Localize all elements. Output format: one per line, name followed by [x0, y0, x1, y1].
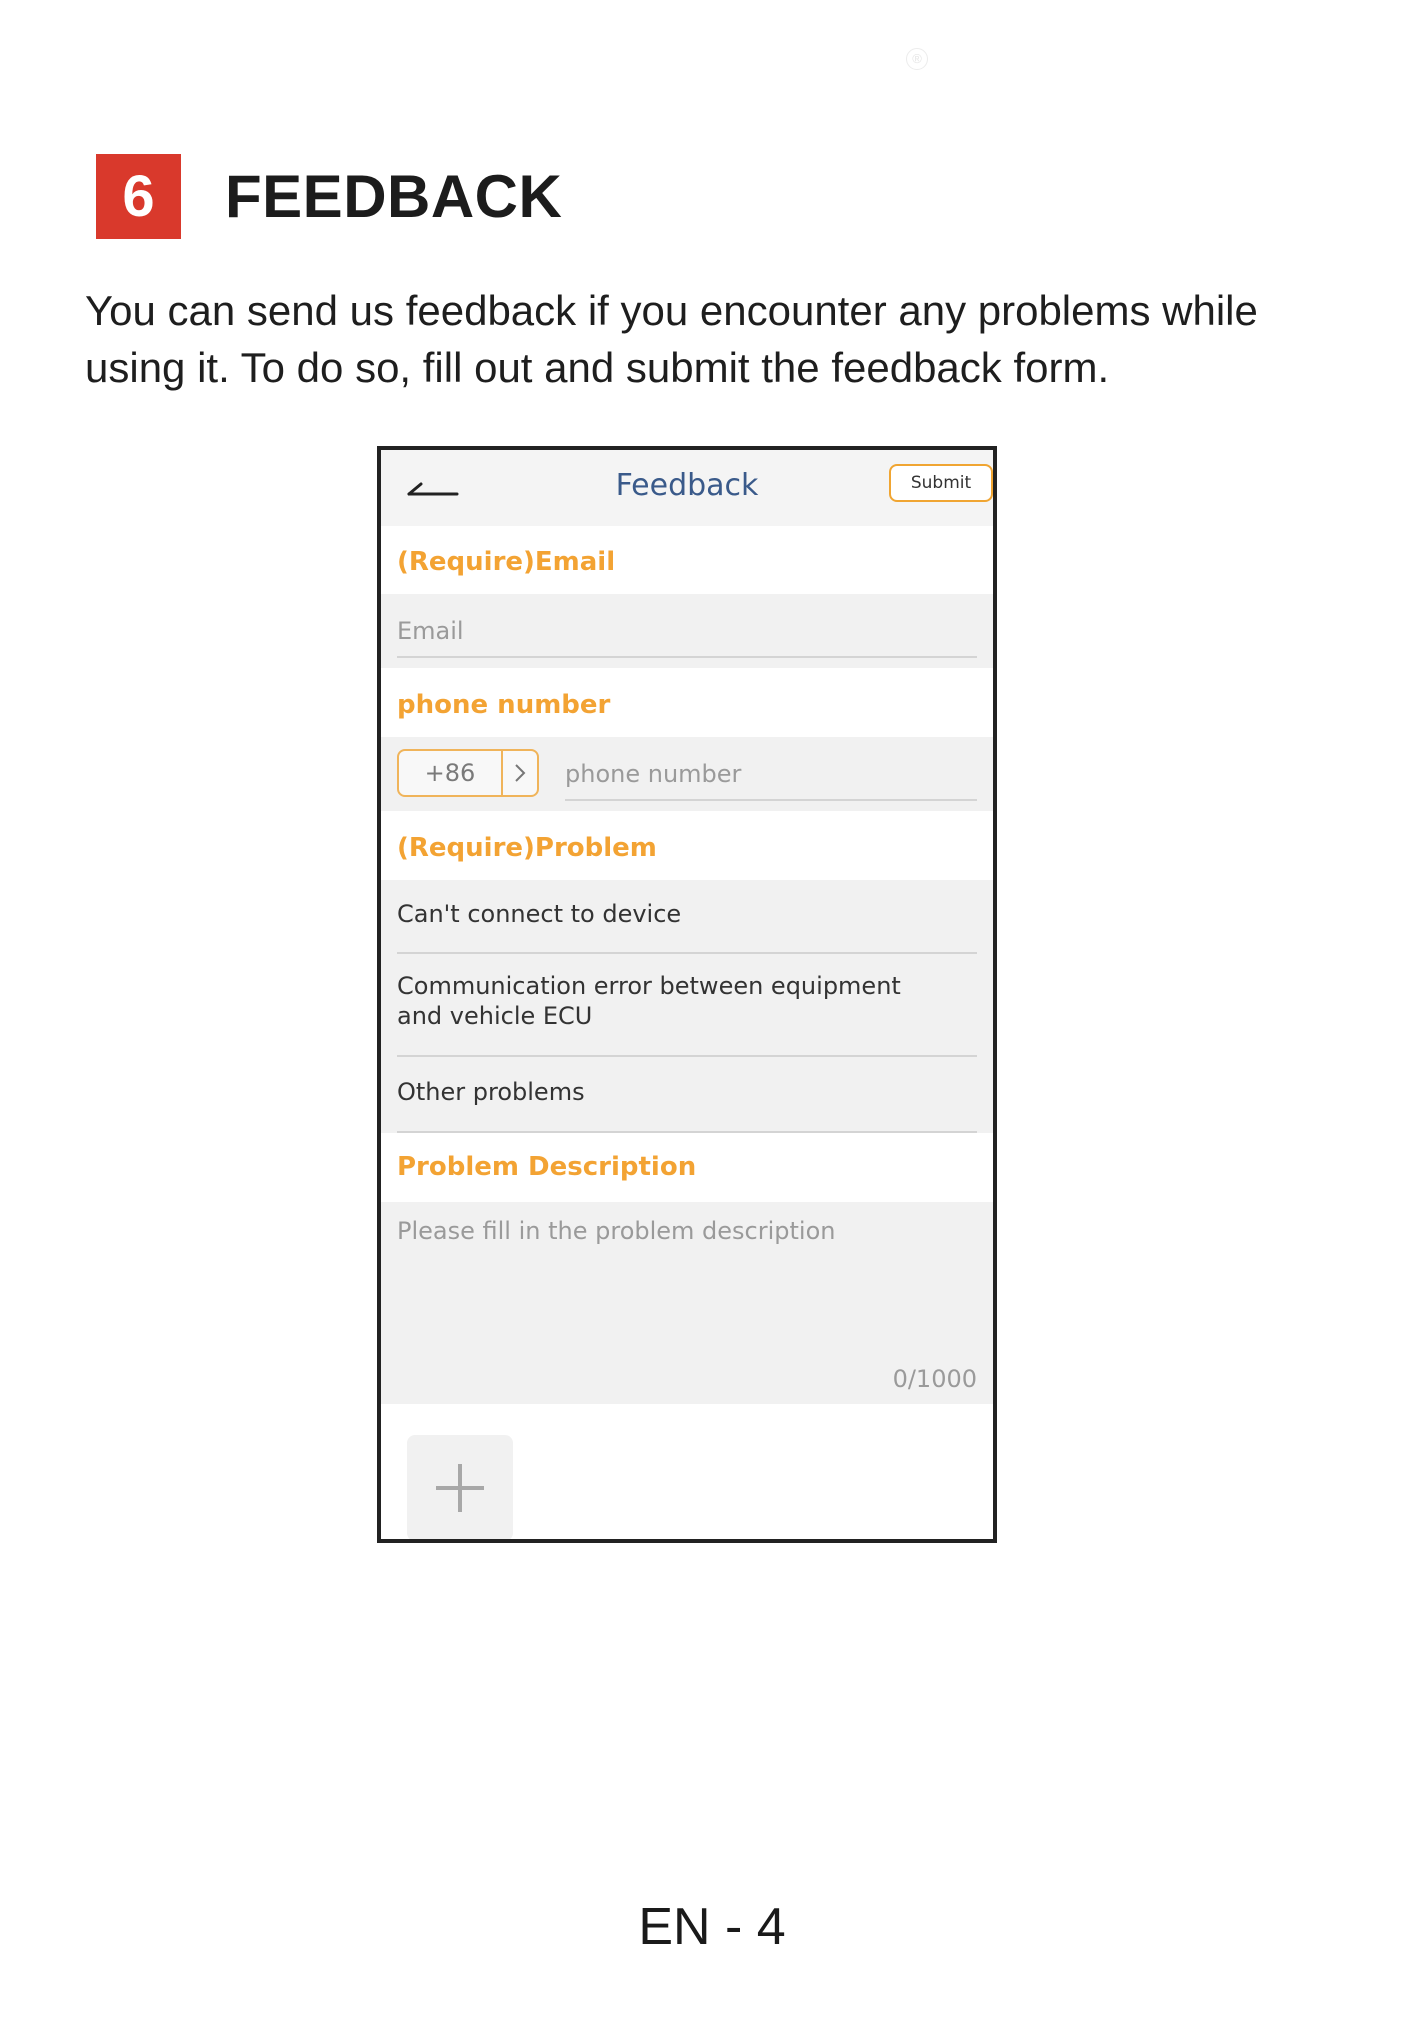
plus-icon	[432, 1460, 488, 1516]
phone-label: phone number	[397, 690, 611, 720]
character-counter: 0/1000	[892, 1365, 977, 1393]
problem-options-list	[381, 880, 993, 1133]
description-textarea[interactable]	[381, 1202, 993, 1404]
description-label: Problem Description	[397, 1152, 697, 1182]
app-title: Feedback	[615, 468, 759, 503]
problem-option[interactable]: Communication error between equipment and vehicle ECU	[397, 972, 901, 1030]
email-underline	[397, 656, 977, 658]
country-code-value: +86	[424, 759, 476, 787]
email-field[interactable]	[381, 594, 993, 668]
registered-trademark-mark: ®	[906, 48, 928, 70]
page-number: EN - 4	[638, 1898, 786, 1956]
section-number-badge: 6	[96, 154, 181, 239]
description-placeholder: Please fill in the problem description	[397, 1217, 836, 1245]
phone-number-input[interactable]: phone number	[565, 760, 742, 788]
chevron-right-icon	[503, 762, 537, 784]
country-code-selector[interactable]	[397, 749, 539, 797]
phone-underline	[565, 799, 977, 801]
phone-row	[381, 737, 993, 811]
problem-option[interactable]: Other problems	[397, 1078, 585, 1106]
option-divider	[397, 952, 977, 954]
feedback-screen-screenshot	[377, 446, 997, 1543]
problem-label: (Require)Problem	[397, 833, 657, 863]
section-intro-text: You can send us feedback if you encounter any problems while using it. To do so, fill out and submit the feedback form.	[85, 287, 1258, 391]
option-divider	[397, 1055, 977, 1057]
app-header	[381, 450, 993, 526]
add-photo-button[interactable]	[407, 1435, 513, 1541]
problem-option[interactable]: Can't connect to device	[397, 900, 682, 928]
section-title: FEEDBACK	[225, 163, 563, 230]
submit-button[interactable]: Submit	[889, 464, 993, 502]
email-placeholder: Email	[397, 617, 464, 645]
option-divider	[397, 1131, 977, 1133]
email-label: (Require)Email	[397, 547, 616, 577]
